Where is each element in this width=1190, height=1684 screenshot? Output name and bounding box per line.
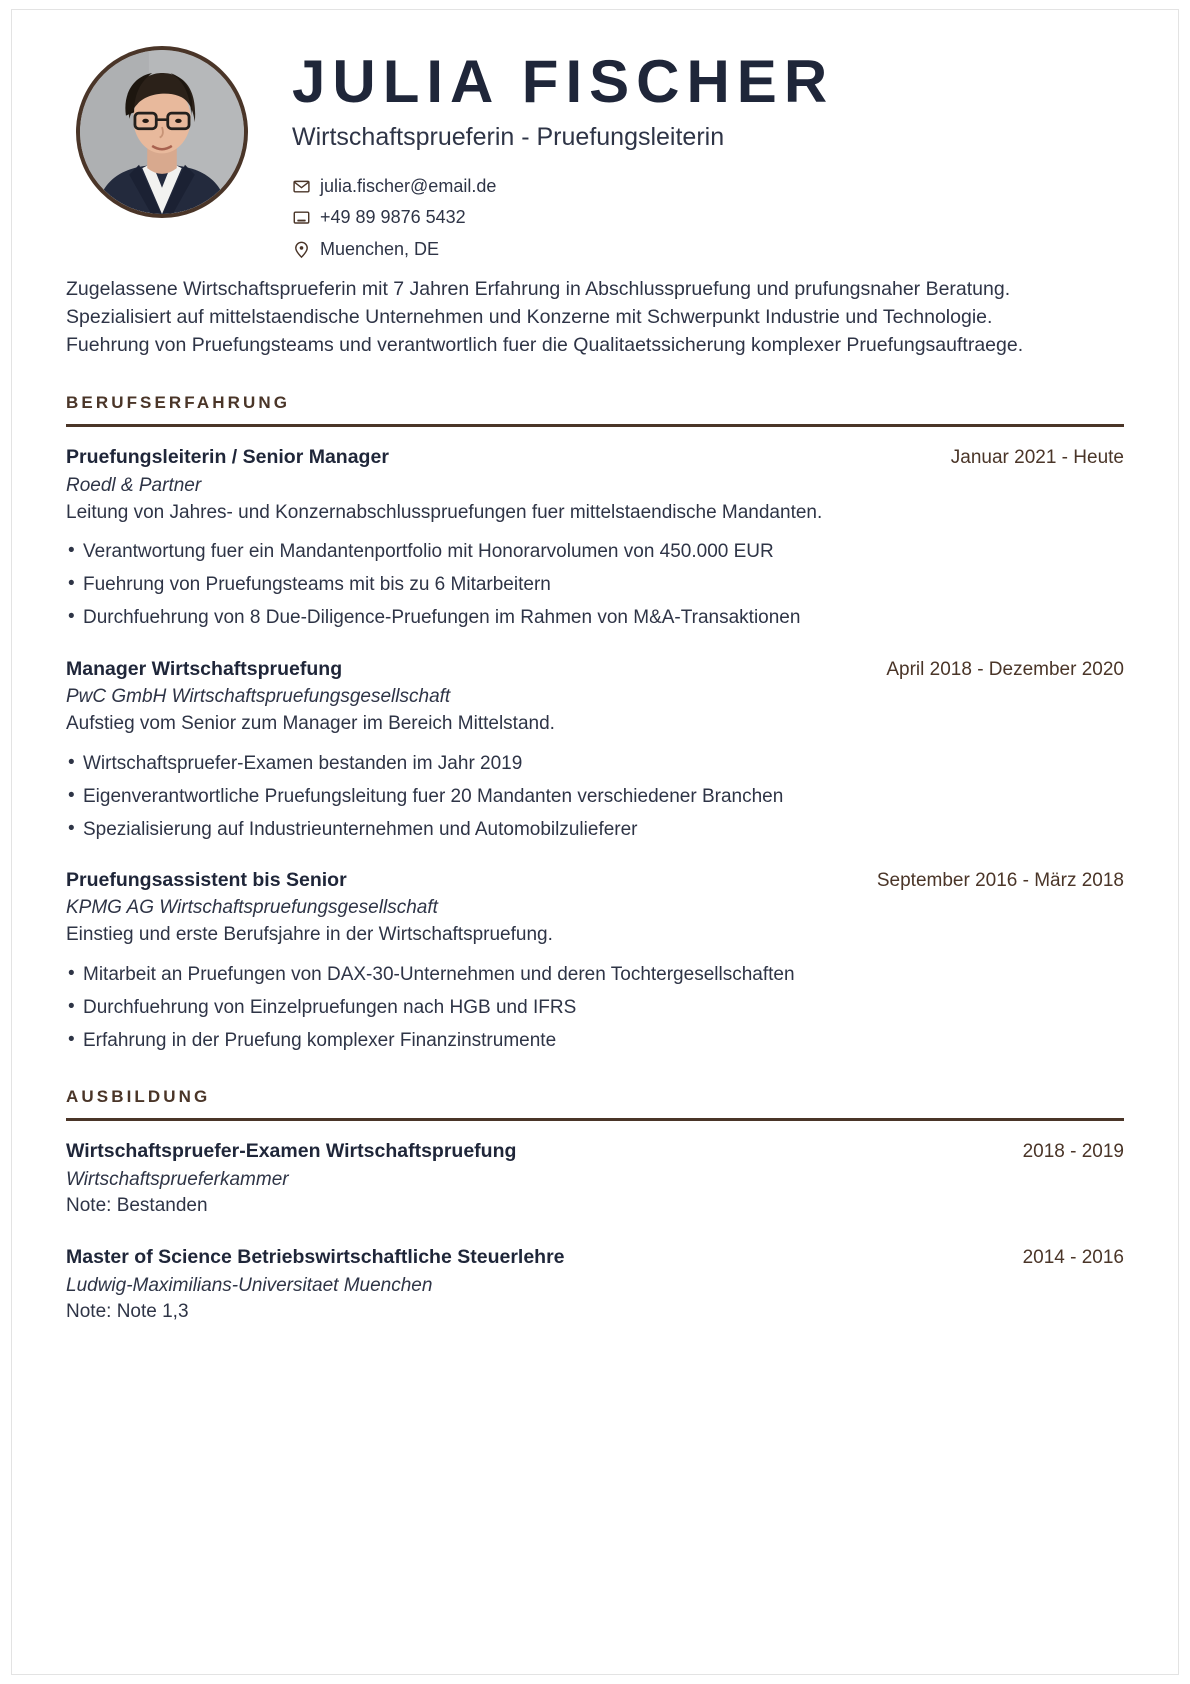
section-title-education: AUSBILDUNG	[66, 1086, 211, 1106]
institution-name: Wirtschaftsprueferkammer	[66, 1168, 289, 1190]
summary-line: Zugelassene Wirtschaftsprueferin mit 7 Jahren Erfahrung in Abschlusspruefung und prufungsnaher Beratung.	[66, 278, 1011, 301]
summary-line: Fuehrung von Pruefungsteams und verantwortlich fuer die Qualitaetssicherung komplexer Pruefungsauftraege.	[66, 333, 1024, 356]
experience-entry-head	[66, 657, 1124, 683]
degree-title: Wirtschaftspruefer-Examen Wirtschaftspruefung	[66, 1139, 517, 1162]
section-divider	[66, 424, 1124, 427]
degree-title: Master of Science Betriebswirtschaftliche Steuerlehre	[66, 1245, 565, 1268]
map-pin-icon	[292, 240, 311, 259]
header-text-block	[246, 28, 1124, 270]
section-experience	[66, 393, 1124, 1053]
contact-email[interactable]	[292, 176, 1124, 198]
job-bullet: • Wirtschaftspruefer-Examen bestanden im Jahr 2019	[66, 751, 1124, 776]
avatar	[76, 46, 248, 218]
degree-grade: Note: Bestanden	[66, 1195, 208, 1217]
experience-entry	[66, 657, 1124, 842]
page-title: JULIA FISCHER	[292, 48, 835, 115]
job-description: Einstieg und erste Berufsjahre in der Wirtschaftspruefung.	[66, 924, 553, 946]
avatar-container	[66, 28, 246, 218]
job-bullet: • Verantwortung fuer ein Mandantenportfolio mit Honorarvolumen von 450.000 EUR	[66, 539, 1124, 564]
job-bullet: • Spezialisierung auf Industrieunternehmen und Automobilzulieferer	[66, 817, 1124, 842]
job-bullet: • Durchfuehrung von 8 Due-Diligence-Pruefungen im Rahmen von M&A-Transaktionen	[66, 605, 1124, 630]
job-bullet: • Erfahrung in der Pruefung komplexer Finanzinstrumente	[66, 1028, 1124, 1053]
experience-entry-head	[66, 868, 1124, 894]
experience-entry	[66, 868, 1124, 1053]
envelope-icon	[292, 177, 311, 196]
contact-location[interactable]	[292, 239, 1124, 261]
job-company: PwC GmbH Wirtschaftspruefungsgesellschaft	[66, 686, 451, 708]
job-company: Roedl & Partner	[66, 475, 202, 497]
job-date: April 2018 - Dezember 2020	[886, 658, 1124, 680]
job-bullet: • Fuehrung von Pruefungsteams mit bis zu 6 Mitarbeitern	[66, 572, 1124, 597]
experience-entry	[66, 445, 1124, 630]
institution-name: Ludwig-Maximilians-Universitaet Muenchen	[66, 1274, 433, 1296]
job-bullet-list	[66, 962, 1124, 1053]
job-title: Manager Wirtschaftspruefung	[66, 657, 343, 680]
job-bullet: • Durchfuehrung von Einzelpruefungen nach HGB und IFRS	[66, 995, 1124, 1020]
job-description: Leitung von Jahres- und Konzernabschlusspruefungen fuer mittelstaendische Mandanten.	[66, 501, 823, 523]
job-date: Januar 2021 - Heute	[950, 447, 1124, 469]
phone-icon	[292, 208, 311, 227]
job-date: September 2016 - März 2018	[876, 869, 1124, 891]
profile-summary	[66, 276, 1124, 359]
professional-headline: Wirtschaftsprueferin - Pruefungsleiterin	[292, 123, 725, 151]
summary-line: Spezialisiert auf mittelstaendische Unternehmen und Konzerne mit Schwerpunkt Industrie und Technologie.	[66, 305, 993, 328]
education-entry	[66, 1245, 1124, 1325]
job-description: Aufstieg vom Senior zum Manager im Bereich Mittelstand.	[66, 712, 555, 734]
job-title: Pruefungsleiterin / Senior Manager	[66, 446, 389, 469]
degree-grade: Note: Note 1,3	[66, 1301, 189, 1323]
section-divider	[66, 1118, 1124, 1121]
resume-header	[66, 28, 1124, 270]
job-company: KPMG AG Wirtschaftspruefungsgesellschaft	[66, 897, 438, 919]
education-entry-head	[66, 1245, 1124, 1271]
job-bullet: • Mitarbeit an Pruefungen von DAX-30-Unternehmen und deren Tochtergesellschaften	[66, 962, 1124, 987]
job-bullet-list	[66, 751, 1124, 842]
section-title-experience: BERUFSERFAHRUNG	[66, 393, 291, 413]
degree-date: 2018 - 2019	[1022, 1140, 1124, 1162]
job-title: Pruefungsassistent bis Senior	[66, 868, 347, 891]
section-education	[66, 1087, 1124, 1325]
contact-phone[interactable]	[292, 207, 1124, 229]
job-bullet: • Eigenverantwortliche Pruefungsleitung fuer 20 Mandanten verschiedener Branchen	[66, 784, 1124, 809]
experience-entry-head	[66, 445, 1124, 471]
contact-phone-value: +49 89 9876 5432	[320, 207, 466, 228]
contact-email-value: julia.fischer@email.de	[320, 175, 497, 196]
job-bullet-list	[66, 539, 1124, 630]
education-entry	[66, 1139, 1124, 1219]
degree-date: 2014 - 2016	[1022, 1246, 1124, 1268]
education-entry-head	[66, 1139, 1124, 1165]
contact-location-value: Muenchen, DE	[320, 238, 440, 259]
contact-list	[292, 176, 1124, 261]
